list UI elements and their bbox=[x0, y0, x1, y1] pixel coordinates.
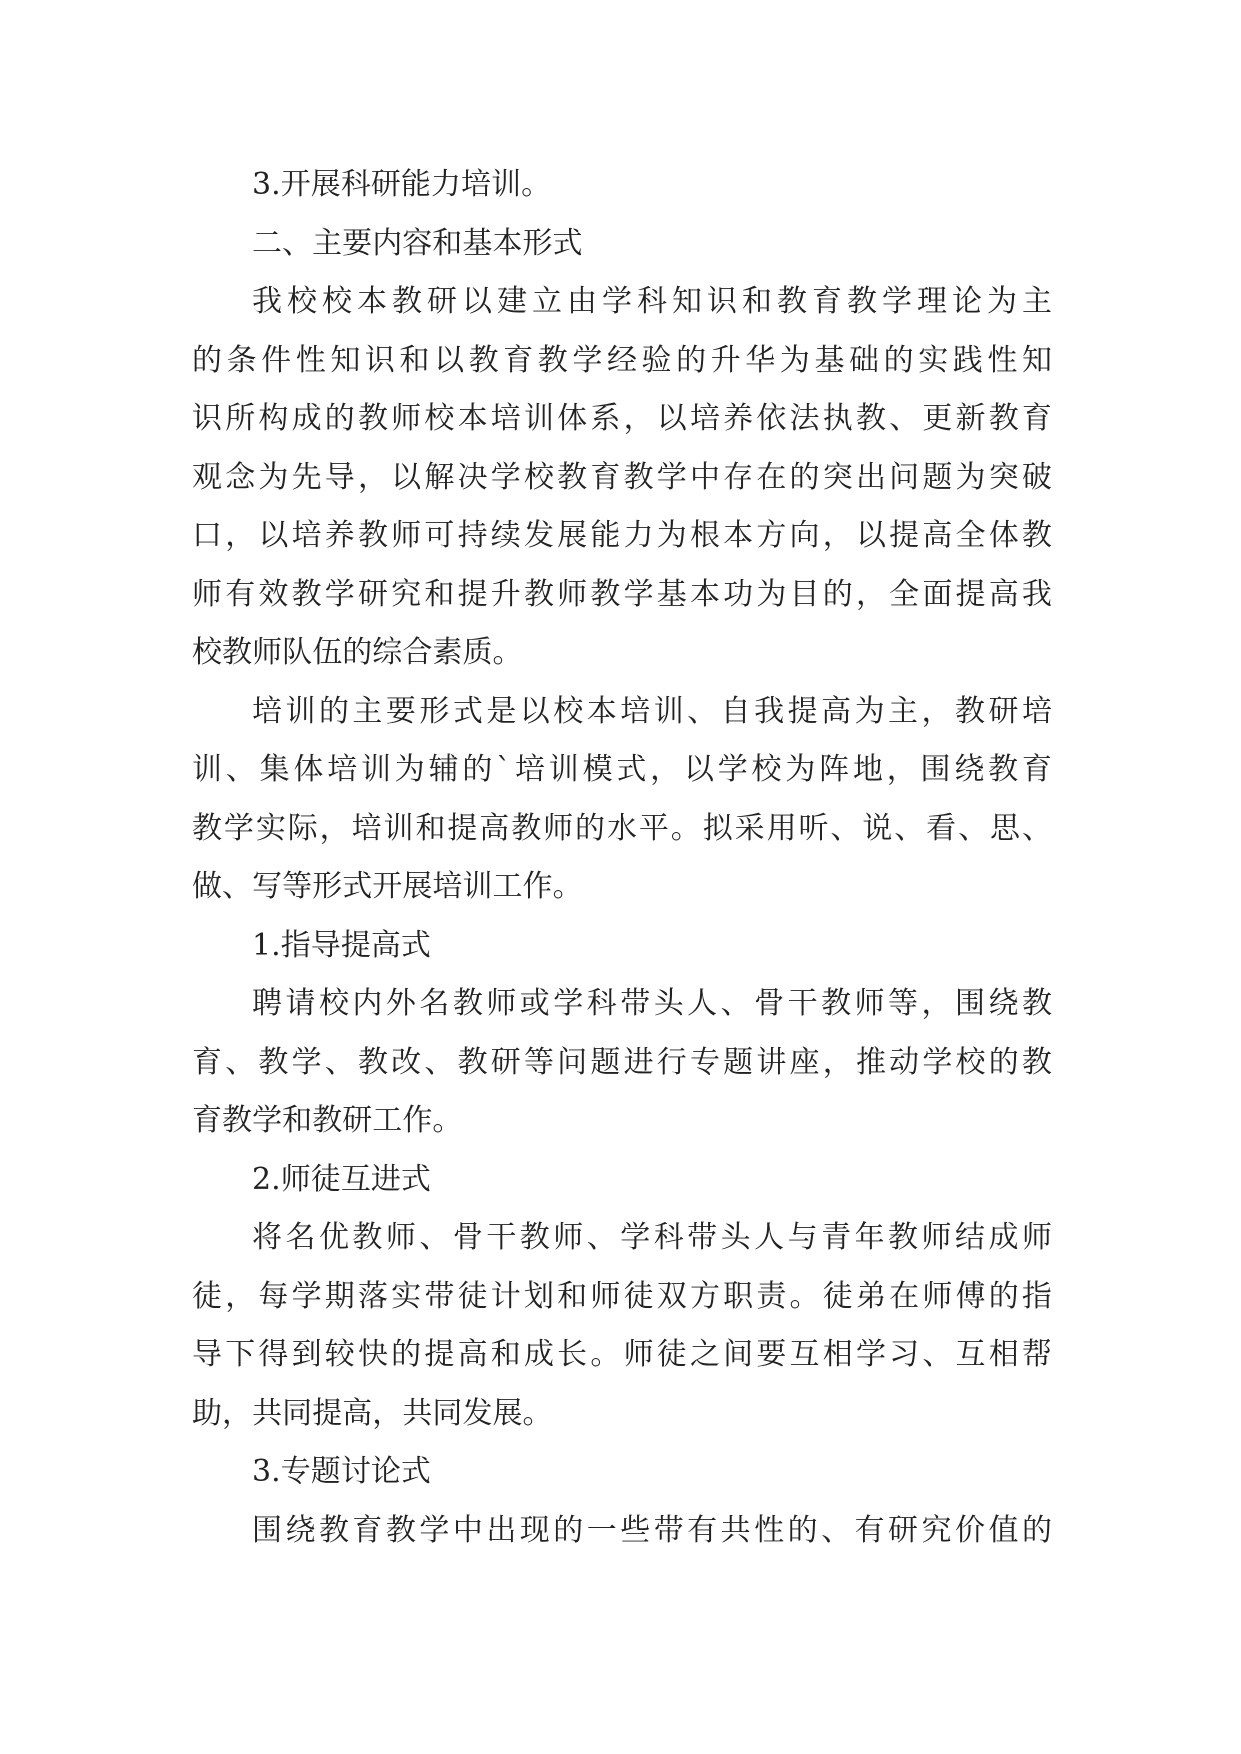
paragraph-line: 识所构成的教师校本培训体系，以培养依法执教、更新教育 bbox=[192, 401, 1052, 436]
subheading: 1.指导提高式 bbox=[252, 927, 431, 963]
paragraph-line: 徒，每学期落实带徒计划和师徒双方职责。徒弟在师傅的指 bbox=[192, 1278, 1052, 1314]
paragraph-line: 口，以培养教师可持续发展能力为根本方向，以提高全体教 bbox=[192, 518, 1052, 553]
document-body bbox=[192, 156, 1052, 1560]
paragraph-line: 育、教学、教改、教研等问题进行专题讲座，推动学校的教 bbox=[192, 1044, 1052, 1080]
paragraph-line: 培训的主要形式是以校本培训、自我提高为主，教研培 bbox=[252, 693, 1052, 729]
paragraph-line: 校教师队伍的综合素质。 bbox=[192, 635, 523, 670]
section-heading: 二、主要内容和基本形式 bbox=[252, 225, 583, 261]
paragraph-line: 的条件性知识和以教育教学经验的升华为基础的实践性知 bbox=[192, 342, 1052, 378]
subheading: 2.师徒互进式 bbox=[252, 1161, 431, 1197]
paragraph-line: 导下得到较快的提高和成长。师徒之间要互相学习、互相帮 bbox=[192, 1337, 1052, 1372]
paragraph-line: 围绕教育教学中出现的一些带有共性的、有研究价值的 bbox=[252, 1512, 1052, 1548]
paragraph-line: 聘请校内外名教师或学科带头人、骨干教师等，围绕教 bbox=[252, 986, 1052, 1021]
subheading: 3.专题讨论式 bbox=[252, 1454, 431, 1489]
paragraph-line: 育教学和教研工作。 bbox=[192, 1103, 463, 1138]
paragraph-line: 我校校本教研以建立由学科知识和教育教学理论为主 bbox=[252, 284, 1052, 319]
paragraph-line: 做、写等形式开展培训工作。 bbox=[192, 869, 583, 904]
paragraph-line: 观念为先导，以解决学校教育教学中存在的突出问题为突破 bbox=[192, 459, 1052, 495]
paragraph-line: 训、集体培训为辅的`培训模式，以学校为阵地，围绕教育 bbox=[192, 752, 1052, 787]
paragraph-line: 师有效教学研究和提升教师教学基本功为目的，全面提高我 bbox=[192, 576, 1052, 612]
list-item-heading: 3.开展科研能力培训。 bbox=[252, 167, 552, 202]
paragraph-line: 助，共同提高，共同发展。 bbox=[192, 1395, 553, 1431]
paragraph-line: 教学实际，培训和提高教师的水平。拟采用听、说、看、思、 bbox=[192, 810, 1052, 846]
paragraph-line: 将名优教师、骨干教师、学科带头人与青年教师结成师 bbox=[252, 1220, 1052, 1255]
